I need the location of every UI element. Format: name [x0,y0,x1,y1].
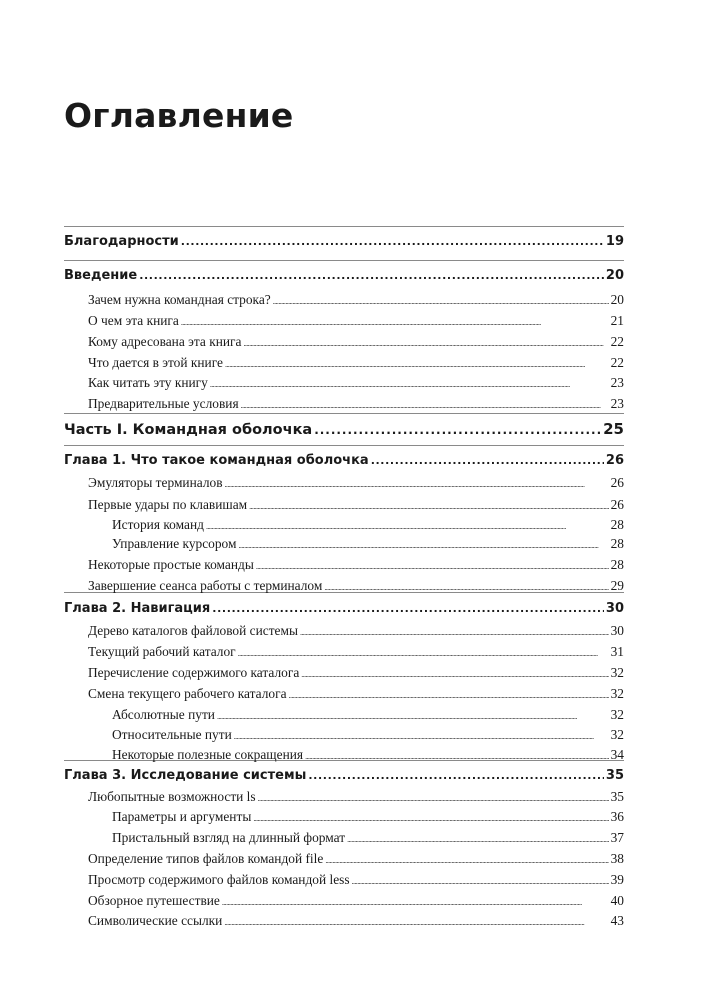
toc-entry-label: Символические ссылки [88,913,223,928]
dot-leader [225,474,609,494]
toc-entry-page: 32 [610,665,624,680]
dot-leader [256,556,609,576]
toc-entry-label: Предварительные условия [88,396,239,411]
toc-entry-chapter [64,267,624,285]
toc-entry-label: Параметры и аргументы [112,809,252,824]
dot-leader [238,643,609,663]
toc-entry-label: Пристальный взгляд на длинный формат [112,830,346,845]
toc-entry-page: 23 [610,375,624,390]
toc-entry-page: 32 [610,727,624,742]
toc-entry-page: 43 [610,913,624,928]
dot-leader [212,600,604,618]
toc-entry-label: Глава 3. Исследование системы [64,768,307,783]
dot-leader [181,312,609,332]
dot-leader [301,664,608,684]
dot-leader [243,333,608,353]
dot-leader [308,767,604,785]
toc-entry-section [64,312,624,332]
dot-leader [324,577,608,597]
toc-entry-page: 31 [610,644,624,659]
dot-leader [352,871,609,891]
toc-entry-subsection [64,535,624,555]
toc-entry-label: Часть I. Командная оболочка [64,422,313,438]
toc-entry-section [64,912,624,932]
toc-entry-label: Что дается в этой книге [88,355,223,370]
dot-leader [314,421,601,439]
toc-entry-page: 26 [610,475,624,490]
dot-leader [206,516,609,536]
toc-entry-section [64,664,624,684]
toc-entry-label: Смена текущего рабочего каталога [88,686,287,701]
toc-entry-page: 30 [610,623,624,638]
toc-entry-chapter [64,767,624,785]
toc-entry-page: 25 [603,420,624,438]
toc-entry-label: Первые удары по клавишам [88,497,248,512]
dot-leader [224,912,608,932]
page-title: Оглавление [64,96,294,135]
toc-entry-section [64,374,624,394]
toc-entry-label: Определение типов файлов командой file [88,851,324,866]
toc-entry-label: Обзорное путешествие [88,893,220,908]
toc-entry-label: Зачем нужна командная строка? [88,292,271,307]
toc-entry-part [64,420,624,439]
toc-entry-page: 20 [610,292,624,307]
toc-entry-section [64,577,624,597]
dot-leader [347,829,609,849]
dot-leader [238,535,608,555]
toc-entry-page: 26 [605,453,624,468]
divider [64,226,624,227]
divider [64,260,624,261]
toc-entry-label: Дерево каталогов файловой системы [88,623,298,638]
toc-entry-page: 40 [610,893,624,908]
dot-leader [181,233,604,251]
toc-entry-page: 30 [605,601,624,616]
toc-entry-page: 35 [605,768,624,783]
dot-leader [325,850,608,870]
toc-entry-subsection [64,726,624,746]
toc-entry-label: Просмотр содержимого файлов командой less [88,872,350,887]
toc-entry-section [64,354,624,374]
toc-entry-page: 35 [610,789,624,804]
toc-entry-section [64,333,624,353]
toc-entry-section [64,871,624,891]
toc-entry-page: 32 [610,686,624,701]
toc-entry-page: 19 [605,234,624,249]
toc-entry-page: 22 [610,355,624,370]
toc-entry-chapter [64,233,624,251]
dot-leader [258,788,609,808]
dot-leader [225,354,609,374]
toc-entry-chapter [64,452,624,470]
dot-leader [305,746,609,766]
toc-entry-label: Как читать эту книгу [88,375,208,390]
toc-entry-section [64,892,624,912]
toc-entry-label: Перечисление содержимого каталога [88,665,300,680]
toc-entry-page: 28 [610,536,624,551]
toc-entry-page: 20 [605,268,624,283]
toc-entry-page: 38 [610,851,624,866]
dot-leader [210,374,609,394]
toc-entry-section [64,850,624,870]
dot-leader [253,808,608,828]
dot-leader [234,726,609,746]
toc-entry-page: 37 [610,830,624,845]
toc-entry-label: Завершение сеанса работы с терминалом [88,578,323,593]
dot-leader [273,291,609,311]
toc-entry-subsection [64,829,624,849]
toc-entry-page: 32 [610,707,624,722]
toc-entry-label: Управление курсором [112,536,237,551]
toc-entry-label: Абсолютные пути [112,707,215,722]
toc-entry-section [64,496,624,516]
toc-entry-label: Любопытные возможности ls [88,789,256,804]
toc-entry-section [64,622,624,642]
dot-leader [249,496,608,516]
toc-entry-label: Благодарности [64,234,179,249]
toc-entry-label: О чем эта книга [88,313,179,328]
toc-entry-page: 39 [610,872,624,887]
toc-entry-subsection [64,746,624,766]
toc-entry-subsection [64,808,624,828]
dot-leader [289,685,609,705]
dot-leader [217,706,609,726]
toc-entry-page: 28 [610,557,624,572]
toc-entry-label: Кому адресована эта книга [88,334,242,349]
toc-entry-label: История команд [112,517,204,532]
toc-entry-page: 21 [610,313,624,328]
toc-entry-page: 28 [610,517,624,532]
toc-entry-page: 23 [610,396,624,411]
toc-entry-section [64,556,624,576]
dot-leader [371,452,604,470]
toc-entry-section [64,643,624,663]
toc-entry-subsection [64,516,624,536]
toc-entry-section [64,474,624,494]
dot-leader [139,267,604,285]
toc-entry-label: Эмуляторы терминалов [88,475,223,490]
toc-entry-page: 22 [610,334,624,349]
toc-entry-label: Глава 1. Что такое командная оболочка [64,453,369,468]
dot-leader [300,622,609,642]
toc-entry-label: Глава 2. Навигация [64,601,211,616]
toc-entry-section [64,395,624,415]
toc-entry-section [64,788,624,808]
toc-entry-label: Некоторые полезные сокращения [112,747,304,762]
dot-leader [222,892,609,912]
toc-entry-label: Введение [64,268,138,283]
toc-entry-label: Некоторые простые команды [88,557,254,572]
toc-entry-section [64,685,624,705]
toc-entry-section [64,291,624,311]
toc-entry-page: 36 [610,809,624,824]
toc-entry-label: Относительные пути [112,727,232,742]
toc-entry-page: 26 [610,497,624,512]
toc-entry-page: 34 [610,747,624,762]
divider [64,445,624,446]
toc-entry-chapter [64,600,624,618]
toc-entry-page: 29 [610,578,624,593]
dot-leader [241,395,609,415]
toc-entry-subsection [64,706,624,726]
toc-entry-label: Текущий рабочий каталог [88,644,236,659]
